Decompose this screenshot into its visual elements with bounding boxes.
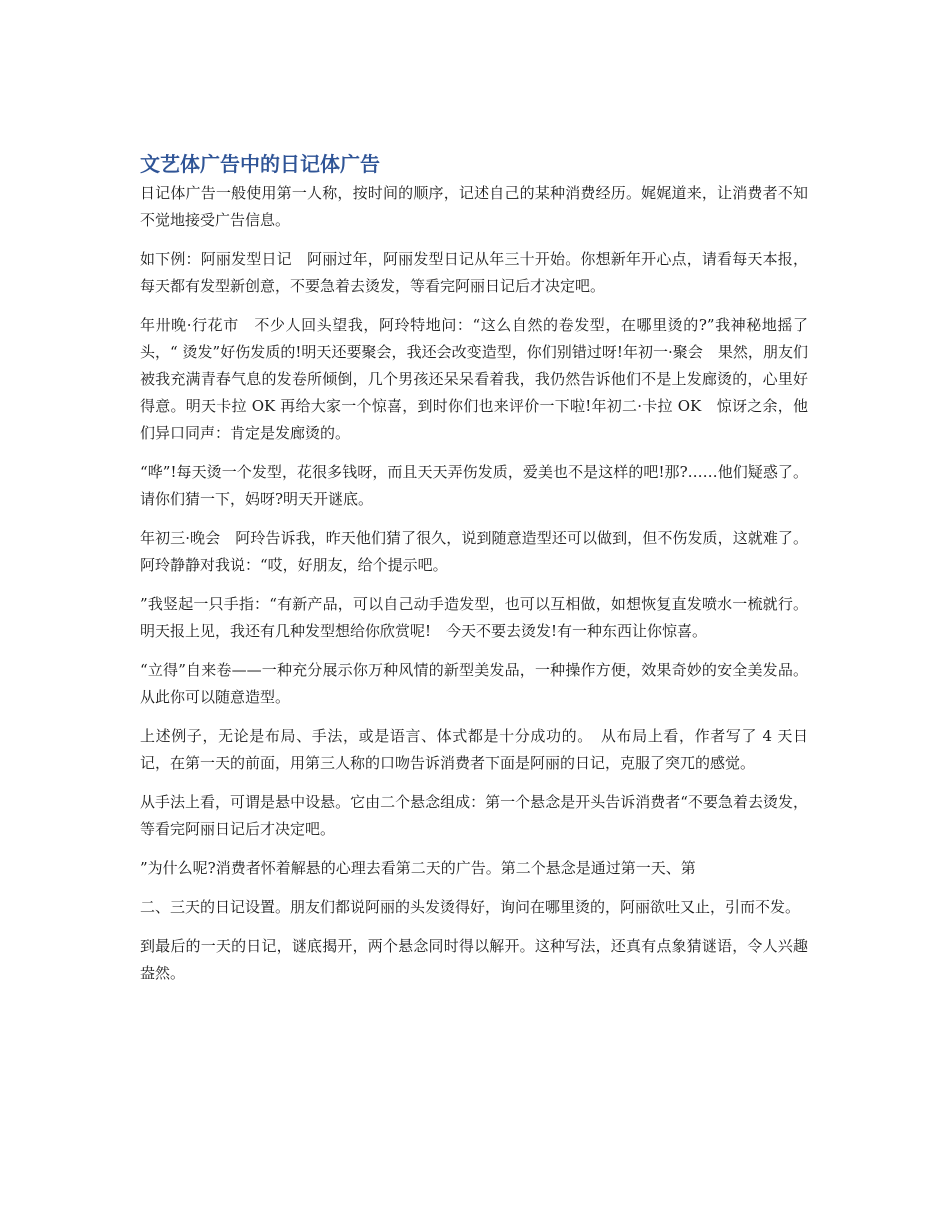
paragraph-technique-analysis: 从手法上看，可谓是悬中设悬。它由二个悬念组成：第一个悬念是开头告诉消费者“不要急着去烫发，等看完阿丽日记后才决定吧。 xyxy=(140,793,808,838)
paragraph-example-intro: 如下例：阿丽发型日记 阿丽过年，阿丽发型日记从年三十开始。你想新年开心点，请看每天本报，每天都有发型新创意，不要急着去烫发，等看完阿丽日记后才决定吧。 xyxy=(140,250,808,295)
paragraph-product: “立得”自来卷——一种充分展示你万种风情的新型美发品，一种操作方便，效果奇妙的安全美发品。从此你可以随意造型。 xyxy=(140,661,808,706)
paragraph-layout-analysis: 上述例子，无论是布局、手法，或是语言、体式都是十分成功的。 从布局上看，作者写了 4 天日记，在第一天的前面，用第三人称的口吻告诉消费者下面是阿丽的日记，克服了突兀的感觉。 xyxy=(140,727,808,772)
paragraph-suspense-1: ”为什么呢?消费者怀着解悬的心理去看第二天的广告。第二个悬念是通过第一天、第 xyxy=(140,859,696,877)
paragraph-intro: 日记体广告一般使用第一人称，按时间的顺序，记述自己的某种消费经历。娓娓道来，让消费者不知不觉地接受广告信息。 xyxy=(140,184,808,229)
paragraph-diary-day3: 年初三·晚会 阿玲告诉我，昨天他们猜了很久，说到随意造型还可以做到，但不伤发质，这就难了。阿玲静静对我说：“哎，好朋友，给个提示吧。 xyxy=(140,529,808,574)
paragraph-diary-hint: ”我竖起一只手指：“有新产品，可以自己动手造发型，也可以互相做，如想恢复直发喷水一梳就行。明天报上见，我还有几种发型想给你欣赏呢! 今天不要去烫发!有一种东西让你惊喜。 xyxy=(140,595,808,640)
document-page xyxy=(140,150,808,999)
paragraph-suspense-2: 二、三天的日记设置。朋友们都说阿丽的头发烫得好，询问在哪里烫的，阿丽欲吐又止，引而不发。 xyxy=(140,898,801,916)
paragraph-diary-question: “哗”!每天烫一个发型，花很多钱呀，而且天天弄伤发质，爱美也不是这样的吧!那?……他们疑惑了。请你们猜一下，妈呀?明天开谜底。 xyxy=(140,463,808,508)
paragraph-conclusion: 到最后的一天的日记，谜底揭开，两个悬念同时得以解开。这种写法，还真有点象猜谜语，令人兴趣盎然。 xyxy=(140,937,808,982)
paragraph-diary-days: 年卅晚·行花市 不少人回头望我，阿玲特地问：“这么自然的卷发型，在哪里烫的?”我神秘地摇了头，“ 烫发”好伤发质的!明天还要聚会，我还会改变造型，你们别错过呀!年初一·聚会 果然，朋友们被我充满青春气息的发卷所倾倒，几个男孩还呆呆看着我，我仍然告诉他们不是上发廊烫的，心里好得意。明天卡拉 OK 再给大家一个惊喜，到时你们也来评价一下啦!年初二·卡拉 OK 惊讶之余，他们异口同声：肯定是发廊烫的。 xyxy=(140,316,808,442)
document-title: 文艺体广告中的日记体广告 xyxy=(140,152,380,176)
